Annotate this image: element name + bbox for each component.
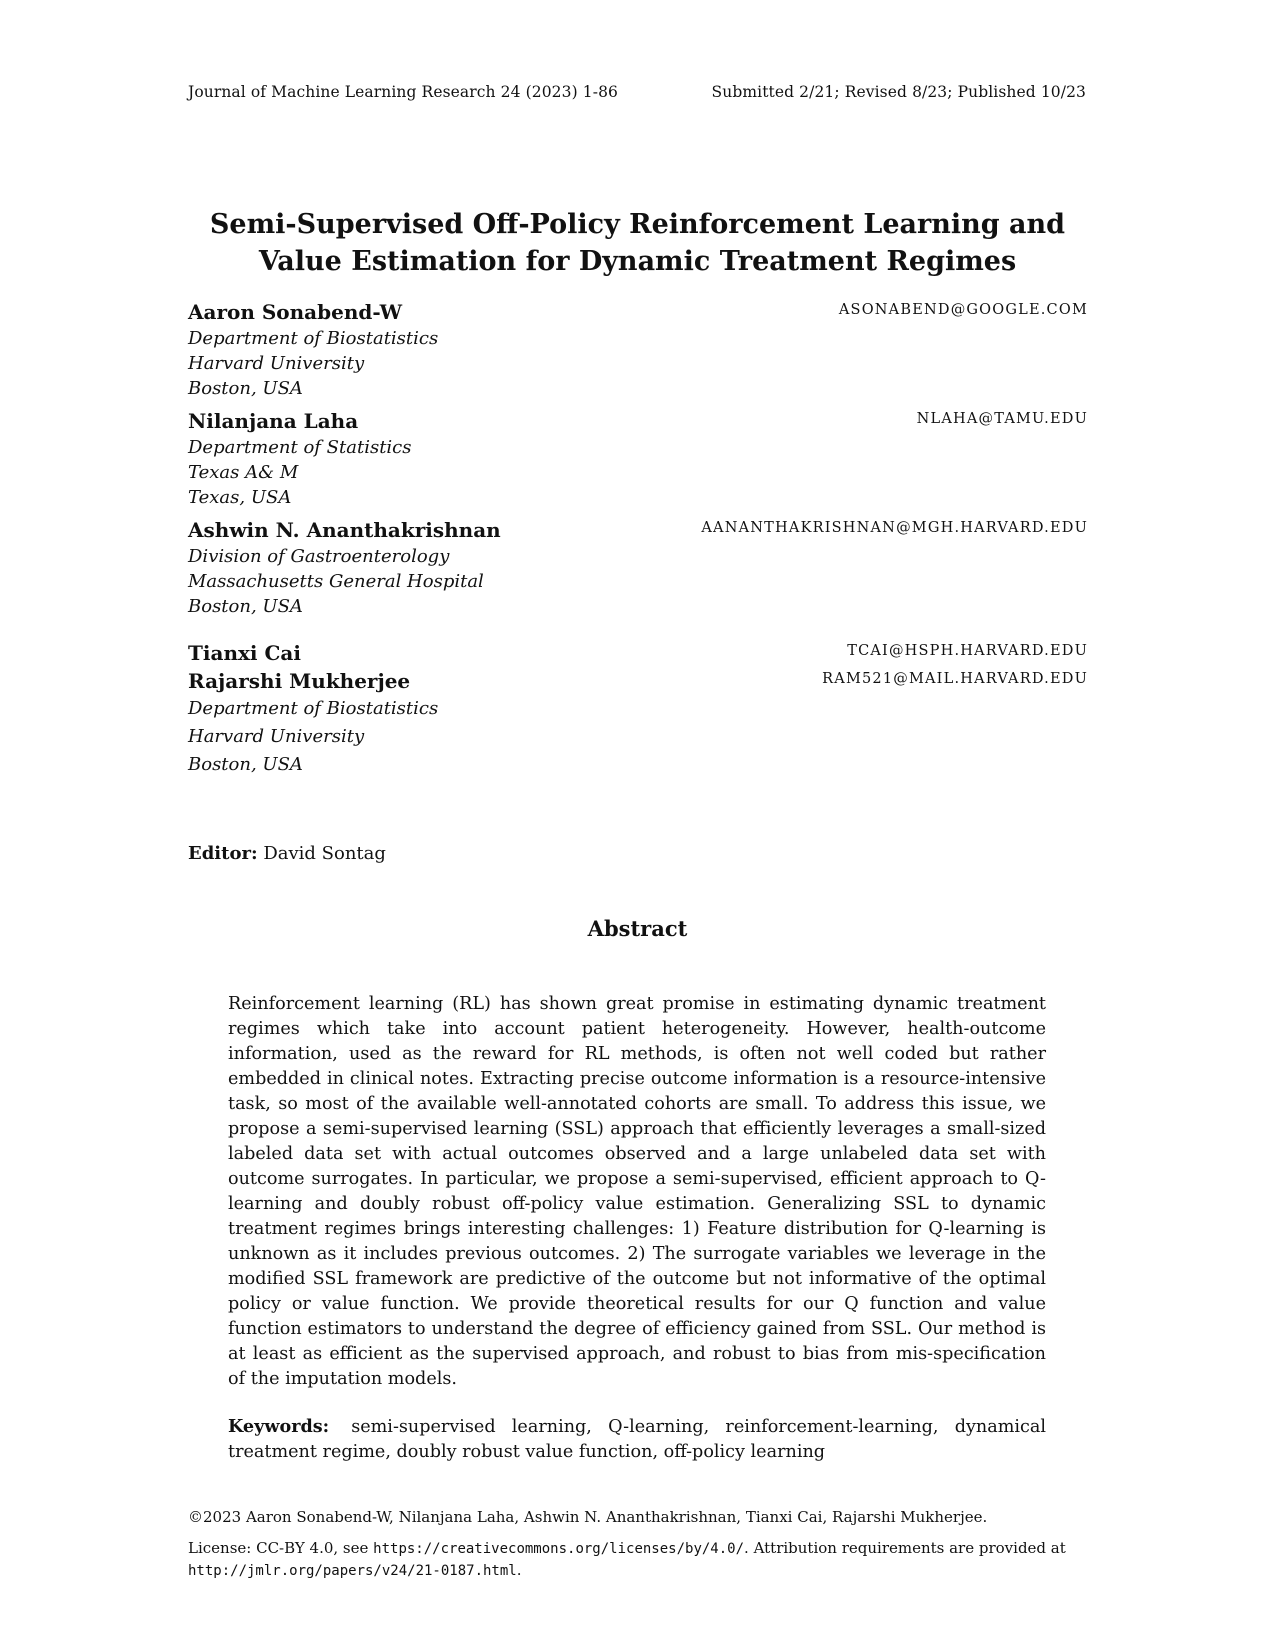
author-affiliation: Boston, USA <box>188 378 303 399</box>
license-prefix: License: CC-BY 4.0, see <box>188 1539 374 1557</box>
editor-name: David Sontag <box>263 843 386 864</box>
author-block <box>188 639 1088 779</box>
keywords-label: Keywords: <box>228 1416 330 1437</box>
author-affiliation: Harvard University <box>188 726 365 747</box>
paper-title <box>160 206 1115 280</box>
author-email[interactable]: ASONABEND@GOOGLE.COM <box>838 302 1088 318</box>
author-email[interactable]: AANANTHAKRISHNAN@MGH.HARVARD.EDU <box>701 520 1088 536</box>
author-name: Aaron Sonabend-W <box>188 300 403 324</box>
author-block <box>188 516 1088 619</box>
author-name: Rajarshi Mukherjee <box>188 669 411 693</box>
author-affiliation: Division of Gastroenterology <box>188 546 450 567</box>
abstract-text: Reinforcement learning (RL) has shown great promise in estimating dynamic treatment regimes which take into account patient heterogeneity. However, health-outcome information, used as the reward for RL methods, is often not well coded but rather embedded in clinical notes. Extracting precise outcome information is a resource-intensive task, so most of the available well-annotated cohorts are small. To address this issue, we propose a semi-supervised learning (SSL) approach that efficiently leverages a small-sized labeled data set with actual outcomes observed and a large unlabeled data set with outcome surrogates. In particular, we propose a semi-supervised, efficient approach to Q-learning and doubly robust off-policy value estimation. Generalizing SSL to dynamic treatment regimes brings interesting challenges: 1) Feature distribution for Q-learning is unknown as it includes previous outcomes. 2) The surrogate variables we leverage in the modified SSL framework are predictive of the outcome but not informative of the optimal policy or value function. We provide theoretical results for our Q function and value function estimators to understand the degree of efficiency gained from SSL. Our method is at least as efficient as the supervised approach, and robust to bias from mis-specification of the imputation models. <box>228 994 1046 1389</box>
author-block <box>188 298 1088 401</box>
author-affiliation: Boston, USA <box>188 754 303 775</box>
author-name: Ashwin N. Ananthakrishnan <box>188 518 501 542</box>
author-affiliation: Texas A& M <box>188 462 299 483</box>
license-link[interactable]: https://creativecommons.org/licenses/by/4.0/ <box>373 1541 745 1557</box>
author-affiliation: Department of Biostatistics <box>188 698 439 719</box>
author-name: Tianxi Cai <box>188 641 301 665</box>
author-email[interactable]: NLAHA@TAMU.EDU <box>916 411 1088 427</box>
keywords-text: semi-supervised learning, Q-learning, reinforcement-learning, dynamical treatment regime, doubly robust value function, off-policy learning <box>228 1417 1046 1462</box>
editor-line <box>188 843 386 864</box>
license-end: . <box>516 1561 522 1579</box>
author-affiliation: Harvard University <box>188 353 365 374</box>
abstract-heading: Abstract <box>587 916 688 941</box>
journal-header: Journal of Machine Learning Research 24 (2023) 1-86 <box>188 83 618 101</box>
author-email[interactable]: TCAI@HSPH.HARVARD.EDU <box>847 643 1088 659</box>
copyright-line: ©2023 Aaron Sonabend-W, Nilanjana Laha, Ashwin N. Ananthakrishnan, Tianxi Cai, Rajarshi Mukherjee. <box>188 1508 988 1526</box>
author-affiliation: Boston, USA <box>188 596 303 617</box>
attribution-link[interactable]: http://jmlr.org/papers/v24/21-0187.html <box>188 1563 517 1579</box>
author-name: Nilanjana Laha <box>188 409 359 433</box>
license-mid: . Attribution requirements are provided at <box>744 1539 1066 1557</box>
author-affiliation: Department of Statistics <box>188 437 412 458</box>
author-affiliation: Department of Biostatistics <box>188 328 439 349</box>
title-line-2: Value Estimation for Dynamic Treatment Regimes <box>258 246 1017 277</box>
title-line-1: Semi-Supervised Off-Policy Reinforcement Learning and <box>209 209 1066 240</box>
author-block <box>188 407 1088 510</box>
license-line <box>188 1538 1088 1582</box>
publication-dates: Submitted 2/21; Revised 8/23; Published 10/23 <box>711 83 1086 101</box>
author-email[interactable]: RAM521@MAIL.HARVARD.EDU <box>822 671 1088 687</box>
keywords <box>228 1414 1046 1465</box>
author-affiliation: Massachusetts General Hospital <box>188 571 484 592</box>
editor-label: Editor: <box>188 843 258 864</box>
author-affiliation: Texas, USA <box>188 487 292 508</box>
